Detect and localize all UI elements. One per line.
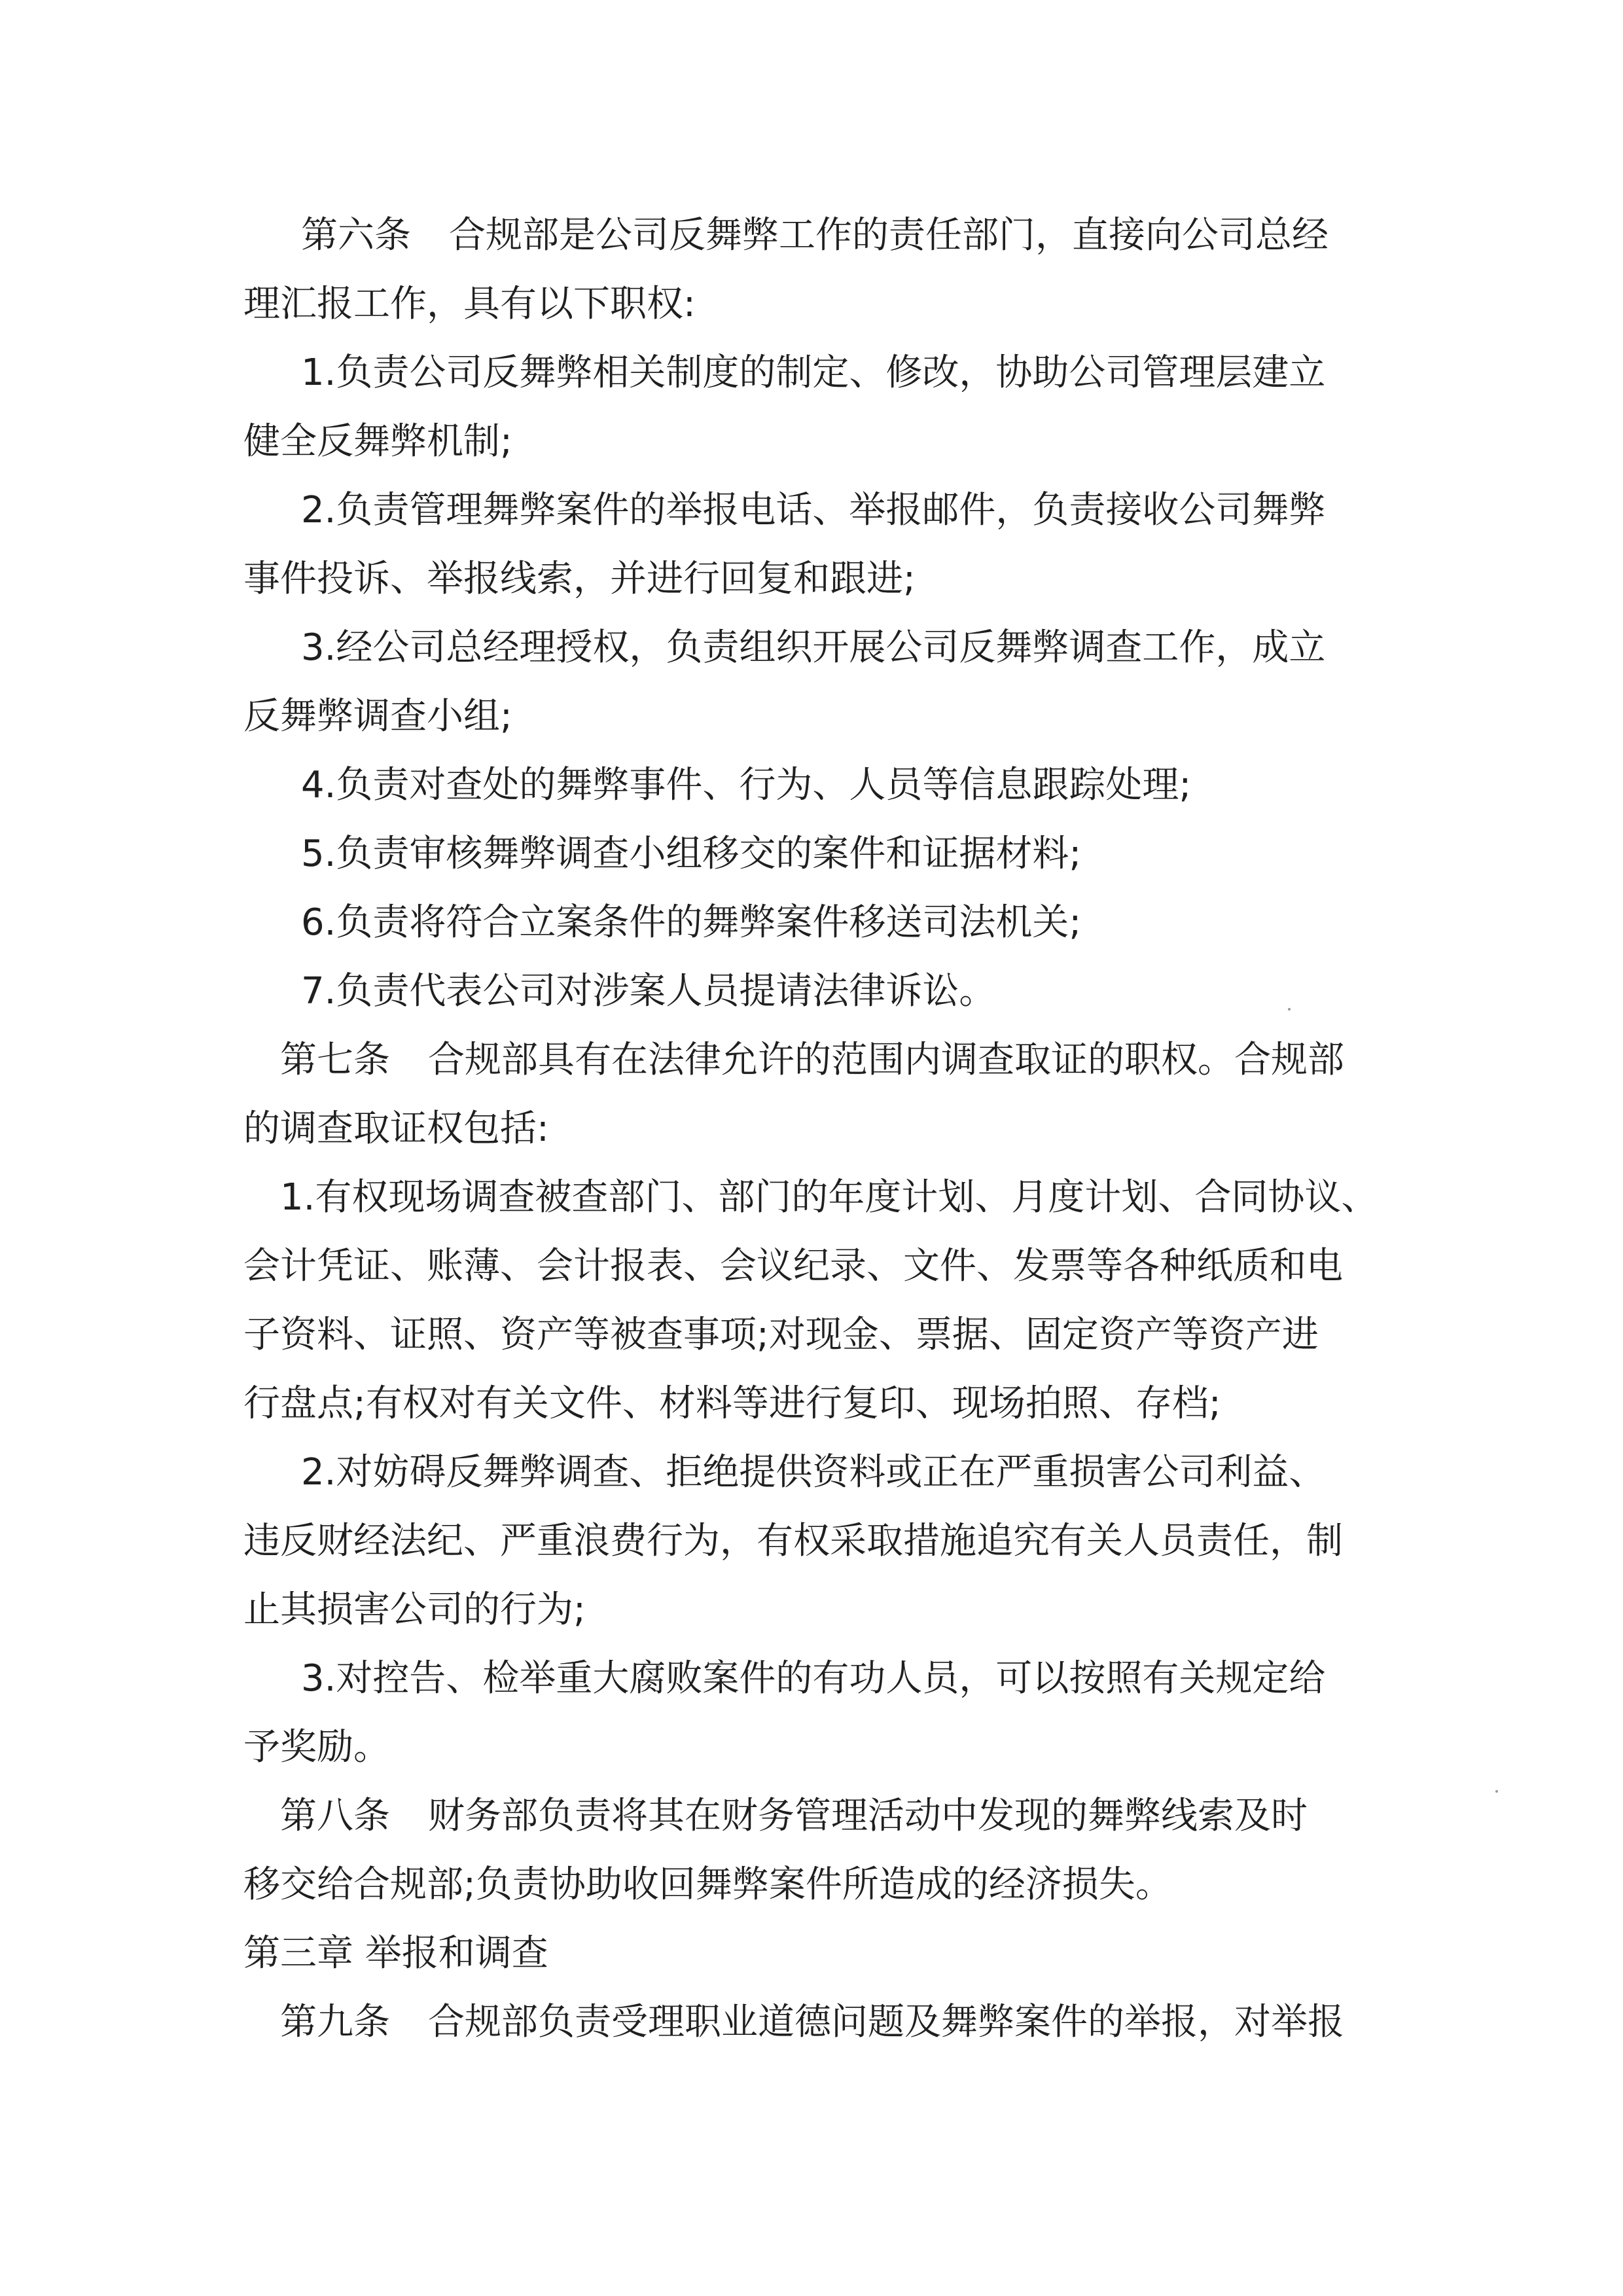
article-text: 合规部是公司反舞弊工作的责任部门，直接向公司总经 [449, 214, 1329, 257]
duty-4-line: 4.负责对查处的舞弊事件、行为、人员等信息跟踪处理; [301, 764, 1192, 806]
duty-3-line-2: 反舞弊调查小组; [243, 695, 512, 738]
article-text: 财务部负责将其在财务管理活动中发现的舞弊线索及时 [428, 1795, 1308, 1837]
duty-5-line: 5.负责审核舞弊调查小组移交的案件和证据材料; [301, 833, 1082, 875]
duty-3-line-1: 3.经公司总经理授权，负责组织开展公司反舞弊调查工作，成立 [301, 626, 1326, 669]
duty-1-line-1: 1.负责公司反舞弊相关制度的制定、修改，协助公司管理层建立 [301, 351, 1326, 394]
duty-7-line: 7.负责代表公司对涉案人员提请法律诉讼。 [301, 970, 996, 1013]
duty-2-line-2: 事件投诉、举报线索，并进行回复和跟进; [243, 558, 916, 600]
scan-speck [1495, 1790, 1498, 1793]
duty-6-line: 6.负责将符合立案条件的舞弊案件移送司法机关; [301, 901, 1082, 944]
power-1-line-2: 会计凭证、账薄、会计报表、会议纪录、文件、发票等各种纸质和电 [243, 1245, 1343, 1287]
article-text: 合规部负责受理职业道德问题及舞弊案件的举报，对举报 [428, 2001, 1344, 2043]
scan-speck [1288, 1008, 1291, 1011]
chapter-3-heading: 第三章 举报和调查 [243, 1932, 548, 1975]
article-number: 第七条 [280, 1039, 390, 1081]
power-2-line-3: 止其损害公司的行为; [243, 1588, 586, 1631]
article-7-line-1 [280, 1037, 1344, 1083]
duty-1-line-2: 健全反舞弊机制; [243, 420, 512, 463]
article-7-line-2: 的调查取证权包括: [243, 1107, 549, 1150]
article-number: 第六条 [301, 214, 411, 257]
article-8-line-2: 移交给合规部;负责协助收回舞弊案件所造成的经济损失。 [243, 1863, 1172, 1906]
article-text: 合规部具有在法律允许的范围内调查取证的职权。合规部 [428, 1039, 1344, 1081]
power-1-line-3: 子资料、证照、资产等被查事项;对现金、票据、固定资产等资产进 [243, 1314, 1319, 1356]
article-6-line-1 [301, 213, 1329, 259]
article-number: 第八条 [280, 1795, 390, 1837]
duty-2-line-1: 2.负责管理舞弊案件的举报电话、举报邮件，负责接收公司舞弊 [301, 489, 1326, 531]
article-number: 第九条 [280, 2001, 390, 2043]
article-9-line-1 [280, 2000, 1344, 2045]
power-2-line-1: 2.对妨碍反舞弊调查、拒绝提供资料或正在严重损害公司利益、 [301, 1451, 1326, 1494]
power-1-line-4: 行盘点;有权对有关文件、材料等进行复印、现场拍照、存档; [243, 1382, 1221, 1425]
power-2-line-2: 违反财经法纪、严重浪费行为，有权采取措施追究有关人员责任，制 [243, 1520, 1343, 1562]
power-3-line-1: 3.对控告、检举重大腐败案件的有功人员，可以按照有关规定给 [301, 1657, 1326, 1700]
article-8-line-1 [280, 1793, 1308, 1839]
power-1-line-1: 1.有权现场调查被查部门、部门的年度计划、月度计划、合同协议、 [280, 1176, 1378, 1219]
power-3-line-2: 予奖励。 [243, 1726, 390, 1768]
article-6-line-2: 理汇报工作，具有以下职权: [243, 283, 696, 325]
